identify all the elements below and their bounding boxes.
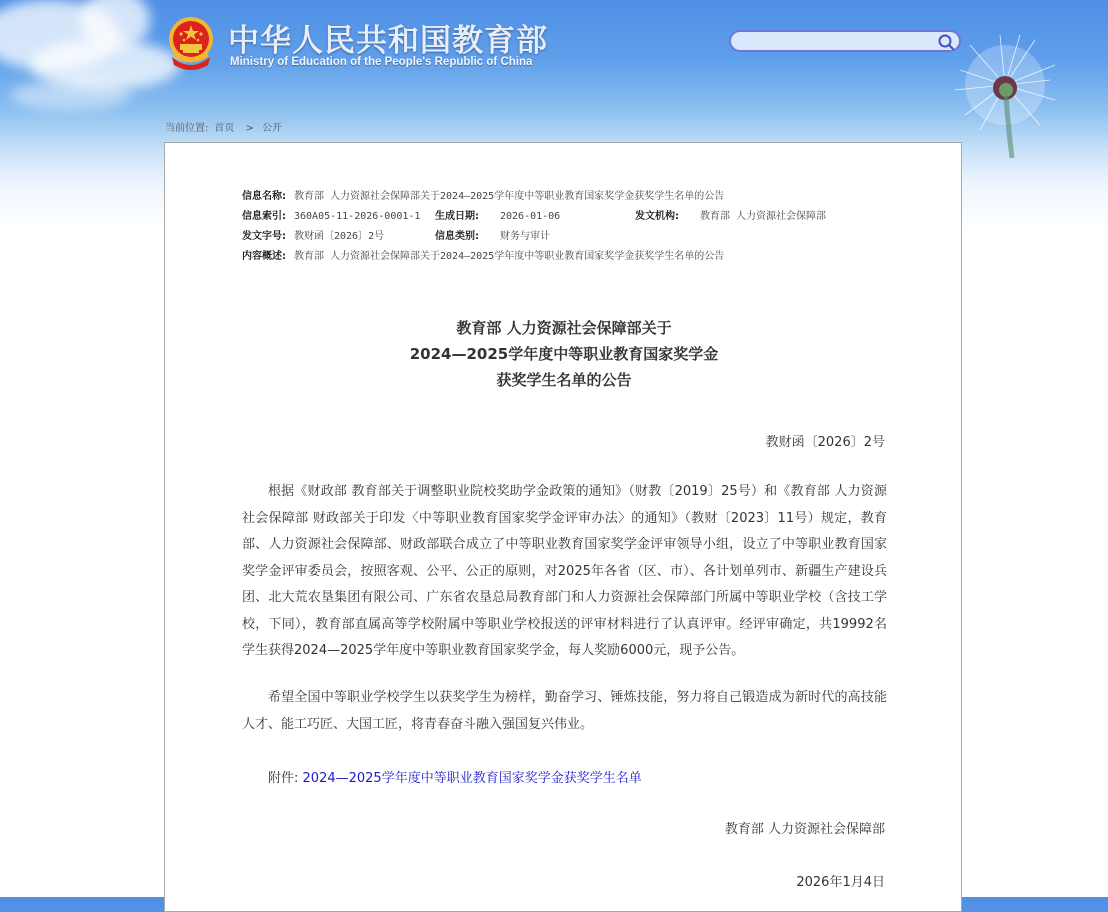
meta-value: 教财函〔2026〕2号 xyxy=(294,231,385,242)
breadcrumb-public-link[interactable]: 公开 xyxy=(261,123,282,134)
search-input[interactable] xyxy=(739,33,933,51)
meta-row-index xyxy=(242,207,827,227)
article-title-line: 2024—2025学年度中等职业教育国家奖学金 xyxy=(409,345,719,363)
meta-value: 360A05-11-2026-0001-1 xyxy=(294,211,421,222)
article-title xyxy=(165,315,963,393)
meta-value: 教育部 人力资源社会保障部关于2024—2025学年度中等职业教育国家奖学金获奖学生名单的公告 xyxy=(294,251,725,262)
breadcrumb-label: 当前位置: xyxy=(165,123,209,134)
breadcrumb-home-link[interactable]: 首页 xyxy=(214,123,235,134)
meta-value: 教育部 人力资源社会保障部 xyxy=(700,211,827,222)
meta-row-summary xyxy=(242,247,724,267)
meta-value: 教育部 人力资源社会保障部关于2024—2025学年度中等职业教育国家奖学金获奖学生名单的公告 xyxy=(294,191,725,202)
attachment xyxy=(268,767,642,786)
site-subtitle: Ministry of Education of the People's Republic of China xyxy=(230,56,533,68)
article-paragraph: 希望全国中等职业学校学生以获奖学生为榜样，勤奋学习、锤炼技能，努力将自己锻造成为新时代的高技能人才、能工巧匠、大国工匠，将青春奋斗融入强国复兴伟业。 xyxy=(242,690,887,732)
meta-label: 信息类别: xyxy=(435,231,479,242)
info-metadata-table xyxy=(242,187,827,267)
site-title[interactable]: 中华人民共和国教育部 xyxy=(228,23,548,59)
article-paragraph: 根据《财政部 教育部关于调整职业院校奖助学金政策的通知》（财教〔2019〕25号）和《教育部 人力资源社会保障部 财政部关于印发〈中等职业教育国家奖学金评审办法〉的通知》（教财〔2023〕11号）规定，教育部、人力资源社会保障部、财政部联合成立了中等职业教育国家奖学金评审领导小组，设立了中等职业教育国家奖学金评审委员会，按照客观、公平、公正的原则，对2025年各省（区、市）、各计划单列市、新疆生产建设兵团、北大荒农垦集团有限公司、广东省农垦总局教育部门和人力资源社会保障部门所属中等职业学校（含技工学校，下同），教育部直属高等学校附属中等职业学校报送的评审材料进行了认真评审。经评审确定，共19992名学生获得2024—2025学年度中等职业教育国家奖学金，每人奖励6000元，现予公告。 xyxy=(242,484,887,658)
meta-value: 财务与审计 xyxy=(500,231,550,242)
meta-label: 内容概述: xyxy=(242,251,286,262)
meta-label: 发文字号: xyxy=(242,231,286,242)
meta-label: 发文机构: xyxy=(635,211,679,222)
cloud-decoration xyxy=(10,80,130,110)
meta-label: 生成日期: xyxy=(435,211,479,222)
search-box xyxy=(729,30,961,52)
article-title-line: 教育部 人力资源社会保障部关于 xyxy=(456,319,672,337)
breadcrumb xyxy=(165,119,282,134)
meta-row-name xyxy=(242,187,724,207)
national-emblem-icon xyxy=(166,15,216,71)
attachment-link[interactable]: 2024—2025学年度中等职业教育国家奖学金获奖学生名单 xyxy=(302,771,642,786)
dandelion-decoration-icon xyxy=(950,30,1060,160)
article-title-line: 获奖学生名单的公告 xyxy=(496,371,632,389)
signature: 教育部 人力资源社会保障部 xyxy=(724,822,885,837)
meta-row-docno xyxy=(242,227,724,247)
document-number: 教财函〔2026〕2号 xyxy=(765,435,885,450)
breadcrumb-separator: > xyxy=(245,123,254,134)
meta-label: 信息索引: xyxy=(242,211,286,222)
publish-date: 2026年1月4日 xyxy=(796,875,885,890)
article-container xyxy=(164,142,962,912)
meta-label: 信息名称: xyxy=(242,191,286,202)
attachment-label: 附件: xyxy=(268,771,299,786)
meta-value: 2026-01-06 xyxy=(500,211,561,222)
